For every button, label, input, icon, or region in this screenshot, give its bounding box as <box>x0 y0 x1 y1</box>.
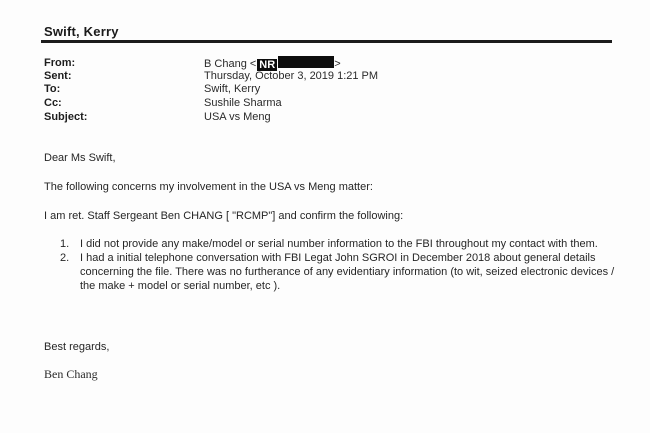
subject-label: Subject: <box>44 111 88 123</box>
closing: Best regards, <box>44 341 110 353</box>
from-label: From: <box>44 57 76 69</box>
list-number: 1. <box>60 238 70 250</box>
from-suffix: > <box>334 58 341 70</box>
list-item-line: I had a initial telephone conversation with FBI Legat John SGROI in December 2018 about general details <box>80 252 596 264</box>
sent-label: Sent: <box>44 70 72 82</box>
list-item-line: the make + model or serial number, etc ). <box>80 280 281 292</box>
to-value: Swift, Kerry <box>204 83 261 95</box>
list-item-line: I did not provide any make/model or serial number information to the FBI throughout my contact with them. <box>80 238 598 250</box>
intro-paragraph: The following concerns my involvement in the USA vs Meng matter: <box>44 181 373 193</box>
list-item-line: concerning the file. There was no furtherance of any evidentiary information (to wit, seized electronic devices / <box>80 266 615 278</box>
header-divider <box>41 40 612 43</box>
numbered-list <box>60 237 620 293</box>
redaction-stamp: NR <box>259 59 276 71</box>
signature: Ben Chang <box>44 367 98 381</box>
from-name: B Chang < <box>204 58 257 70</box>
to-label: To: <box>44 83 61 95</box>
sent-value: Thursday, October 3, 2019 1:21 PM <box>204 70 379 82</box>
cc-value: Sushile Sharma <box>204 97 282 109</box>
mailbox-owner-title: Swift, Kerry <box>44 24 119 39</box>
list-item <box>60 251 620 293</box>
cc-label: Cc: <box>44 97 62 109</box>
list-item <box>60 237 620 251</box>
list-number: 2. <box>60 252 70 264</box>
statement-paragraph: I am ret. Staff Sergeant Ben CHANG [ "RCMP"] and confirm the following: <box>44 210 404 222</box>
greeting: Dear Ms Swift, <box>44 152 116 164</box>
redaction-block <box>278 56 334 68</box>
subject-value: USA vs Meng <box>204 111 271 123</box>
